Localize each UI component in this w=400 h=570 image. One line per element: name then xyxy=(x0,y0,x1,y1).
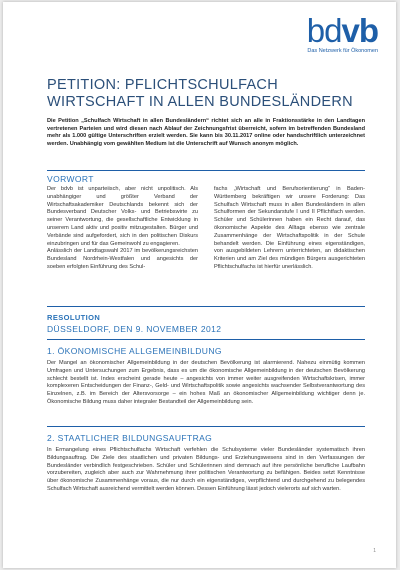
vorwort-column-left: Der bdvb ist unparteiisch, aber nicht unpolitisch. Als unabhängiger und größter Verband der Wirtschaftsakademiker Deutschlands bekennt sich der Bundesverband Deutscher Volks- und Betriebswirte zu seiner Verantwortung, die gesellschaftliche Entwicklung in unserem Land aktiv und positiv mitzugestalten. Bürger und Verbände sind aufgefordert, sich in den politischen Diskurs einzubringen und für das Gemeinwohl zu engagieren. Anlässlich der Landtagswahl 2017 im bevölkerungsreichsten Bundesland Nordrhein-Westfalen und angesichts der soeben erfolgten Einführung des Schul- xyxy=(47,186,198,270)
logo-mark-light: bd xyxy=(306,12,342,49)
divider-vorwort xyxy=(47,170,365,171)
vorwort-heading: VORWORT xyxy=(47,174,94,184)
bdvb-logo xyxy=(306,12,378,54)
section-2-heading: 2. STAATLICHER BILDUNGSAUFTRAG xyxy=(47,433,213,443)
document-page xyxy=(3,2,396,568)
divider-section-1 xyxy=(47,339,365,340)
divider-resolution xyxy=(47,306,365,307)
logo-mark-bold: vb xyxy=(341,12,378,49)
resolution-date: DÜSSELDORF, DEN 9. NOVEMBER 2012 xyxy=(47,324,222,334)
resolution-label: RESOLUTION xyxy=(47,313,101,322)
logo-tagline: Das Netzwerk für Ökonomen xyxy=(307,48,378,54)
vorwort-columns xyxy=(47,186,365,272)
section-1-heading: 1. ÖKONOMISCHE ALLGEMEINBILDUNG xyxy=(47,346,222,356)
logo-mark xyxy=(306,12,378,49)
divider-section-2 xyxy=(47,426,365,427)
intro-paragraph: Die Petition „Schulfach Wirtschaft in allen Bundesländern“ richtet sich an alle in Fraktionsstärke in den Landtagen vertretenen Parteien und wird diesen nach Ablauf der Zeichnungsfrist überreicht, sofern im betreffenden Bundesland mehr als 1.000 gültige Unterschriften erzielt werden. Sie kann bis 30.11.2017 online oder handschriftlich unterzeichnet werden. Unabhängig vom gewählten Medium ist die Unterschrift auf Wunsch anonym möglich. xyxy=(47,118,365,147)
vorwort-column-right: fachs „Wirtschaft und Berufsorientierung“ in Baden-Württemberg bekräftigen wir unsere Forderung: Das Schulfach Wirtschaft muss in allen Bundesländern in allen Schulformen der Sekundarstufe I und II Pflichtfach werden. Schüler und Schülerinnen haben ein Recht darauf, das ökonomische Aspekte des Alltags ebenso wie zentrale Zusammenhänge der Wirtschaftspolitik in der Schule behandelt werden. Die Einführung eines eigenständigen, von ausgebildeten Lehrern unterrichteten, an didaktischen Kriterien und am Ziel des mündigen Bürgers ausgerichteten Pflichtschulfachs ist hierfür unerlässlich. xyxy=(214,186,365,270)
section-2-text: In Ermangelung eines Pflichtschulfachs Wirtschaft verfehlen die Schulsysteme vieler Bundesländer systematisch ihren Bildungsauftrag. Die Ziele des staatlichen und privaten Bildungs- und Erziehungswesens sind in den Verfassungen der Bundesländer verbindlich festgeschrieben. Schüler und Schülerinnen sind demnach auf ihre persönliche berufliche Laufbahn vorzubereiten, zugleich aber auch zur Wahrnehmung ihrer politischen Verantwortung zu befähigen. Beides setzt Kenntnisse über ökonomische Zusammenhänge voraus, die nur durch ein eigenständiges, verpflichtend und durchgehend zu belegendes Schulfach Wirtschaft ausreichend vermittelt werden können. Dessen Einführung lässt jedoch vielerorts auf sich warten. xyxy=(47,447,365,492)
page-title: PETITION: PFLICHTSCHULFACH WIRTSCHAFT IN ALLEN BUNDESLÄNDERN xyxy=(47,77,353,110)
section-1-text: Der Mangel an ökonomischer Allgemeinbildung in der deutschen Bevölkerung ist alarmierend. Nahezu einmütig kommen Umfragen und Untersuchungen zum Ergebnis, dass es um die ökonomische Allgemeinbildung in der deutschen Bevölkerung schlecht bestellt ist. Indes erscheint gerade heute – angesichts von immer weiter ausgreifenden Wirtschaftskrisen, immer komplexeren Entscheidungen der Finanz-, Geld- und Wirtschaftspolitik sowie angesichts wachsender Selbstverantwortung des Einzelnen, z.B. im Bereich der Altersvorsorge – ein hohes Maß an ökonomischer Allgemeinbildung wichtiger denn je. Ökonomische Bildung muss daher integraler Bestandteil der Allgemeinbildung sein. xyxy=(47,360,365,405)
page-number: 1 xyxy=(373,548,376,554)
